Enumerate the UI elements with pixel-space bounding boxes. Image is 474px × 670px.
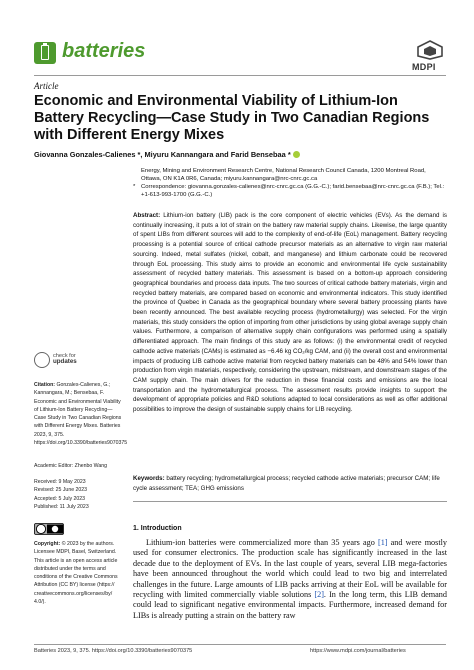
affiliations [133,167,447,199]
abstract-text: Lithium-ion battery (LIB) pack is the core component of electric vehicles (EVs). As the demand is continually increasing, it puts a lot of strain on the battery raw material supply chains. Likewise, the large quantity of spent LIBs from different sources will add to the complexity of end-of-life (EoL) management. Battery recycling processing is a potential source of critical cathode precursor materials as an alternative to virgin raw material sourcing. Indeed, metal sulfates (nickel, cobalt, and manganese) and lithium carbonate could be recovered through EoL processing. This study aims to provide an economic and environmental life cycle sustainability assessment of recycled battery materials. This assessment is based on a bottom-up approach considering geographical boundaries and process data inputs. The two sources of critical cathode battery materials, virgin and recycled battery materials, are compared based on economic and environmental indicators. This study identified the province of Quebec in Canada as the geographical boundary where several battery processing plants have been recently announced. The best available recycling process (hydrometallurgy) was selected. For the virgin materials, this study considers the option of importing from other jurisdictions by using global average supply chain values. Furthermore, a comparison of alternative supply chain configurations was performed using a spatially differentiated approach. The main findings of this study are as follows: (i) the environmental credit of recycled cathode active materials (CAMs) is estimated as −6.46 kg CO₂/kg CAM, and (ii) the overall cost and environmental impacts of producing LIB cathode active material from recycled battery materials can be 48% and 54% lower than production from virgin materials, respectively, considering the upstream, midstream, and downstream stages of the CAM supply chain. The main drivers for the reduction in these financial costs and emissions are the local transportation and the hydrometallurgical process. The assessment results provide insights to support the development of appropriate policies and R&D solutions adapted to local considerations as well as offer additional possibilities to improve the design of sustainable supply chains for LIB recycling. [133,212,447,414]
keywords-text: battery recycling; hydrometallurgical process; recycled cathode active materials; precursor CAM; life cycle assessment; TEA; GHG emissions [133,475,440,492]
abstract-label: Abstract: [133,212,161,219]
article-type: Article [34,81,59,91]
cc-by-license-icon[interactable] [34,523,64,535]
article-title: Economic and Environmental Viability of Lithium-Ion Battery Recycling—Case Study in Two Canadian Regions with Different Energy Mixes [34,93,430,143]
orcid-icon[interactable] [293,151,300,158]
check-line2: updates [53,358,77,365]
section-divider [133,501,447,502]
introduction-heading: 1. Introduction [133,525,182,532]
history-dates [34,478,124,511]
intro-text-2: and were mostly used for consumer electronics. The production scale has significantly increased in the last decade due to the deployment of EVs. In the last couple of years, several LIB mega-factories have been announced throughout the world which could lead to two big and interrelated challenges in the future. Large amounts of LIB packs arriving at their EoL will be available for recycling with limited commercially viable solutions [133,538,447,600]
author-list [34,150,446,159]
footer-divider [34,644,446,645]
copyright-label: Copyright: [34,541,61,547]
author-names: Giovanna Gonzales-Calienes *, Miyuru Kannangara and Farid Bensebaa * [34,150,291,159]
check-for-updates-icon[interactable] [34,352,50,368]
academic-editor: Academic Editor: Zhenbo Wang [34,463,108,469]
reference-link[interactable]: [2] [314,590,324,600]
keywords-label: Keywords: [133,475,165,482]
correspondence-line: Correspondence: giovanna.gonzales-calienes@nrc-cnrc.gc.ca (G.G.-C.); farid.bensebaa@nrc-cnrc.gc.ca (F.B.); Tel.: +1-613-993-1700 (G.G.-C.) [141,184,445,199]
header-divider [34,75,446,76]
check-for-updates-button[interactable] [53,353,77,365]
citation-text: Gonzales-Calienes, G.; Kannangara, M.; Bensebaa, F. Economic and Environmental Viability of Lithium-Ion Battery Recycling—Case Study in Two Canadian Regions with Different Energy Mixes. Batteries 2023, 9, 375. https://doi.org/10.3390/batteries9070375 [34,382,128,447]
footer-citation: Batteries 2023, 9, 375. https://doi.org/10.3390/batteries9070375 [34,648,193,654]
reference-link[interactable]: [1] [377,538,388,547]
journal-name: batteries [62,40,146,62]
copyright-block [34,540,124,606]
abstract [133,211,447,415]
accepted-date: Accepted: 5 July 2023 [34,495,86,502]
citation-label: Citation: [34,382,56,388]
published-date: Published: 11 July 2023 [34,503,89,510]
revised-date: Revised: 25 June 2023 [34,487,88,494]
intro-text-3: . In the long term, this LIB demand could lead to significant negative environmental impacts. Furthermore, increased demand for LIBs is already putting a strain on the battery raw [133,590,447,620]
battery-icon [41,45,49,60]
copyright-text: © 2023 by the authors. Licensee MDPI, Basel, Switzerland. This article is an open access article distributed under the terms and conditions of the Creative Commons Attribution (CC BY) license (https:// creativecommons.org/licenses/by/ 4.0/). [34,541,118,606]
keywords [133,474,447,493]
mdpi-logo-icon [416,40,444,60]
footer-journal-link[interactable]: https://www.mdpi.com/journal/batteries [310,648,406,654]
introduction-body [133,538,447,621]
citation-block [34,381,128,447]
received-date: Received: 9 May 2023 [34,479,86,485]
publisher-name: MDPI [412,62,436,72]
correspondence-mark: * [133,184,136,191]
check-line1: check for [53,353,76,359]
affiliation-line: Energy, Mining and Environment Research Centre, National Research Council Canada, 1200 Montreal Road, Ottawa, ON K1A 0R6, Canada; miyuru.kannangara@nrc-cnrc.gc.ca [141,168,426,183]
intro-text-1: Lithium-ion batteries were commercialized more than 35 years ago [146,538,378,547]
